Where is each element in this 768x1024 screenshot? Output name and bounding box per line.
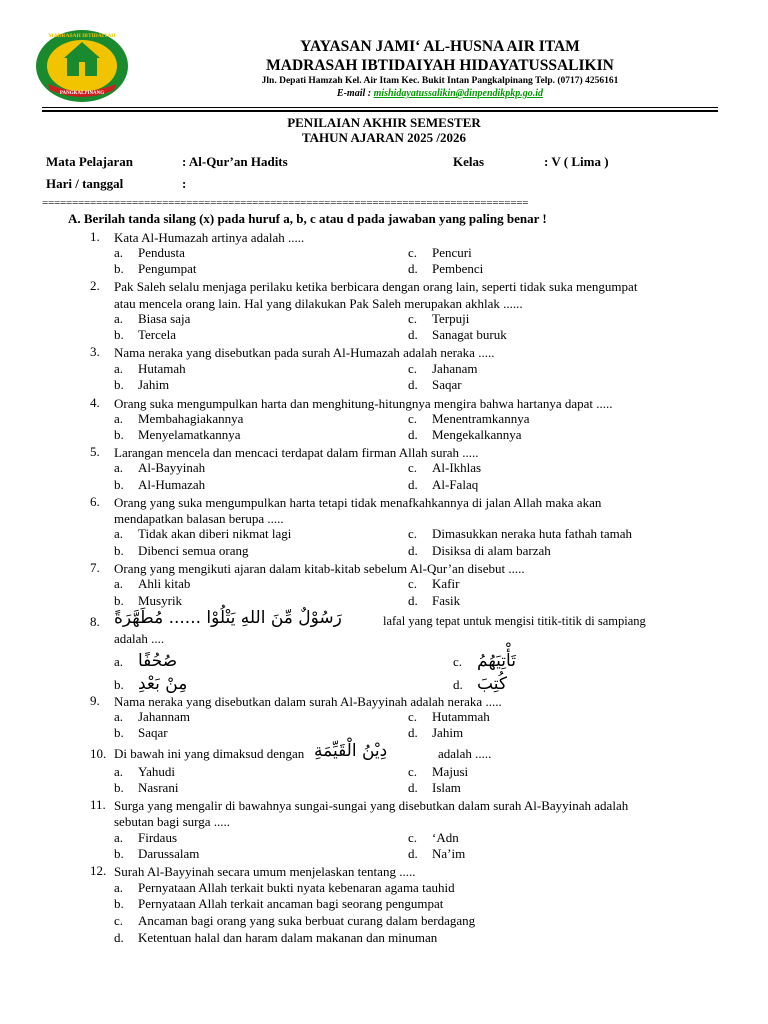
- subject-label: Mata Pelajaran: [46, 154, 134, 169]
- option-a: a. Hutamah: [114, 361, 186, 376]
- exam-year: TAHUN AJARAN 2025 /2026: [301, 130, 467, 145]
- question-text: Di bawah ini yang dimaksud dengan: [114, 746, 305, 761]
- subject-value: : Al-Qur’an Hadits: [182, 154, 288, 169]
- class-value: : V ( Lima ): [544, 154, 609, 169]
- option-c: c. Terpuji: [408, 311, 470, 326]
- option-b: b. Saqar: [114, 725, 168, 740]
- email-link[interactable]: mishidayatussalikin@dinpendikpkp.go.id: [373, 88, 544, 99]
- option-d: d. Islam: [408, 780, 461, 795]
- option-d: d. Saqar: [408, 377, 462, 392]
- email-label: E-mail :: [336, 88, 372, 99]
- option-b: b. مِنْ بَعْدِ: [114, 674, 188, 694]
- question-text: Nama neraka yang disebutkan pada surah Al-Humazah adalah neraka .....: [114, 345, 495, 360]
- question-text: Pak Saleh selalu menjaga perilaku ketika berbicara dengan orang lain, seperti tidak suka mengumpat: [114, 279, 638, 294]
- option-c: c. Menentramkannya: [408, 411, 530, 426]
- question-number: 11.: [90, 797, 106, 812]
- logo-top-text: MADRASAH IBTIDAIYAH: [48, 33, 116, 39]
- option-c: c. Majusi: [408, 764, 469, 779]
- question-text: Nama neraka yang disebutkan dalam surah Al-Bayyinah adalah neraka .....: [114, 694, 502, 709]
- question-number: 1.: [90, 229, 100, 244]
- option-b: b. Pernyataan Allah terkait ancaman bagi seorang pengumpat: [114, 896, 444, 911]
- option-a: a. Membahagiakannya: [114, 411, 244, 426]
- option-c: c. تَأْتِيَهُمُ: [453, 651, 516, 671]
- option-d: d. Al-Falaq: [408, 477, 479, 492]
- option-d: d. Sanagat buruk: [408, 327, 507, 342]
- option-d: d. Fasik: [408, 593, 461, 608]
- option-c: c. Ancaman bagi orang yang suka berbuat curang dalam berdagang: [114, 913, 476, 928]
- question-number: 4.: [90, 395, 100, 410]
- option-d: d. Na’im: [408, 846, 466, 861]
- question-number: 2.: [90, 278, 100, 293]
- option-b: b. Pengumpat: [114, 261, 197, 276]
- header-rule-1: [42, 107, 718, 108]
- header-rule-2: [42, 110, 718, 112]
- section-a-instruction: A. Berilah tanda silang (x) pada huruf a, b, c atau d pada jawaban yang paling benar !: [68, 211, 547, 226]
- option-c: c. Hutammah: [408, 709, 490, 724]
- option-b: b. Jahim: [114, 377, 170, 392]
- question-text: Surah Al-Bayyinah secara umum menjelaskan tentang .....: [114, 864, 416, 879]
- date-value: :: [182, 176, 187, 191]
- option-c: c. Jahanam: [408, 361, 478, 376]
- question-text: sebutan bagi surga .....: [114, 814, 231, 829]
- school-logo: [34, 28, 130, 104]
- question-text: Larangan mencela dan mencaci terdapat dalam firman Allah surah .....: [114, 445, 479, 460]
- option-d: d. Disiksa di alam barzah: [408, 543, 551, 558]
- school-address: Jln. Depati Hamzah Kel. Air Itam Kec. Bukit Intan Pangkalpinang Telp. (0717) 4256161: [261, 76, 619, 86]
- option-a: a. Biasa saja: [114, 311, 191, 326]
- arabic-verse: رَسُوْلٌ مِّنَ اللهِ يَتْلُوْا ...... مُطَهَّرَةً: [114, 608, 342, 628]
- option-a: a. Pendusta: [114, 245, 185, 260]
- question-number: 9.: [90, 693, 100, 708]
- exam-title: PENILAIAN AKHIR SEMESTER: [287, 115, 481, 130]
- option-d: d. Mengekalkannya: [408, 427, 522, 442]
- question-text: mendapatkan balasan berupa .....: [114, 511, 284, 526]
- foundation-name: YAYASAN JAMI‘ AL-HUSNA AIR ITAM: [300, 38, 580, 55]
- class-label: Kelas: [453, 154, 485, 169]
- question-text: lafal yang tepat untuk mengisi titik-titik di sampiang: [383, 614, 646, 628]
- option-b: b. Darussalam: [114, 846, 200, 861]
- option-a: a. Pernyataan Allah terkait bukti nyata kebenaran agama tauhid: [114, 880, 455, 895]
- question-text: adalah ....: [114, 631, 165, 646]
- option-a: a. صُحُفًا: [114, 651, 178, 671]
- separator-line: =================================================================================: [42, 197, 529, 209]
- option-c: c. Pencuri: [408, 245, 472, 260]
- question-text: Orang yang mengikuti ajaran dalam kitab-kitab sebelum Al-Qur’an disebut .....: [114, 561, 525, 576]
- option-d: d. Pembenci: [408, 261, 484, 276]
- school-email-line: [140, 88, 740, 99]
- question-text: Kata Al-Humazah artinya adalah .....: [114, 230, 305, 245]
- option-d: d. Jahim: [408, 725, 464, 740]
- date-label: Hari / tanggal: [46, 176, 124, 191]
- question-number: 6.: [90, 494, 100, 509]
- letterhead: [0, 28, 768, 108]
- option-c: c. ‘Adn: [408, 830, 459, 845]
- question-number: 5.: [90, 444, 100, 459]
- option-c: c. Dimasukkan neraka huta fathah tamah: [408, 526, 632, 541]
- arabic-phrase: دِيْنُ الْقَيِّمَةِ: [314, 741, 388, 761]
- option-a: a. Tidak akan diberi nikmat lagi: [114, 526, 292, 541]
- option-a: a. Jahannam: [114, 709, 190, 724]
- question-number: 7.: [90, 560, 100, 575]
- option-b: b. Dibenci semua orang: [114, 543, 249, 558]
- option-b: b. Menyelamatkannya: [114, 427, 241, 442]
- option-c: c. Kafir: [408, 576, 460, 591]
- question-number: 8.: [90, 614, 100, 629]
- question-text: atau mencela orang lain. Hal yang dilakukan Pak Saleh merupakan akhlak ......: [114, 296, 523, 311]
- option-a: a. Firdaus: [114, 830, 177, 845]
- school-name: MADRASAH IBTIDAIYAH HIDAYATUSSALIKIN: [266, 57, 614, 74]
- option-d: d. كُتِبَ: [453, 674, 507, 694]
- option-b: b. Al-Humazah: [114, 477, 206, 492]
- option-a: a. Al-Bayyinah: [114, 460, 206, 475]
- option-b: b. Tercela: [114, 327, 177, 342]
- question-text: Orang yang suka mengumpulkan harta tetapi tidak menafkahkannya di jalan Allah maka akan: [114, 495, 602, 510]
- question-text: adalah .....: [438, 746, 492, 761]
- question-number: 3.: [90, 344, 100, 359]
- question-number: 10.: [90, 746, 107, 761]
- option-a: a. Yahudi: [114, 764, 175, 779]
- option-c: c. Al-Ikhlas: [408, 460, 482, 475]
- option-b: b. Musyrik: [114, 593, 183, 608]
- question-text: Surga yang mengalir di bawahnya sungai-sungai yang disebutkan dalam surah Al-Bayyinah adalah: [114, 798, 629, 813]
- option-a: a. Ahli kitab: [114, 576, 191, 591]
- logo-bottom-text: PANGKALPINANG: [59, 91, 105, 96]
- option-d: d. Ketentuan halal dan haram dalam makanan dan minuman: [114, 930, 438, 945]
- option-b: b. Nasrani: [114, 780, 179, 795]
- question-text: Orang suka mengumpulkan harta dan menghitung-hitungnya mengira bahwa hartanya dapat .....: [114, 396, 613, 411]
- question-number: 12.: [90, 863, 107, 878]
